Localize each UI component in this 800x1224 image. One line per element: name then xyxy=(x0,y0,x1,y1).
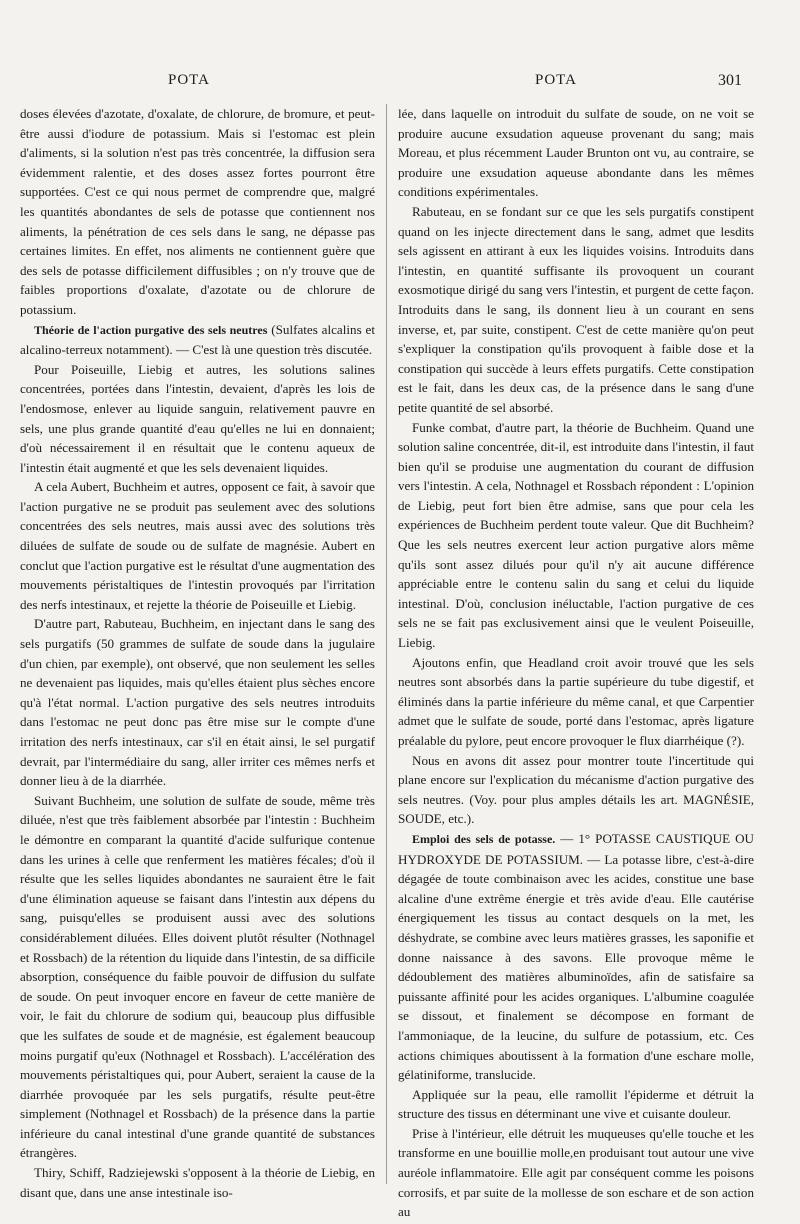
paragraph: D'autre part, Rabuteau, Buchheim, en injectant dans le sang des sels purgatifs (50 grammes de sulfate de soude dans la jugulaire d'un chien, par exemple), ont observé, que non seulement les selles ne devenaient pas liquides, mais qu'elles étaient plus sèches encore qu'à l'état normal. L'action purgative des sels neutres introduits dans l'estomac ne peut donc pas être mise sur le compte d'une irritation des nerfs intestinaux, car s'il en était ainsi, le sel purgatif devrait, par l'intermédiaire du sang, aller irriter ces mêmes nerfs et donner lieu à de la diarrhée. xyxy=(20,616,375,789)
paragraph: lée, dans laquelle on introduit du sulfate de soude, on ne voit se produire aucune exsudation aqueuse provenant du sang; mais Moreau, et plus récemment Lauder Brunton ont vu, au contraire, se produire une exsudation aqueuse abondante dans les mêmes conditions expérimentales. xyxy=(398,106,754,200)
paragraph: Suivant Buchheim, une solution de sulfate de soude, même très diluée, n'est que très faiblement absorbée par l'intestin : Buchheim le démontre en comparant la quantité d'acide sulfurique contenue dans les urines à celle que renferment les matières fécales; d'où il résulte que les selles liquides abondantes ne sauraient être le fait d'une élimination aqueuse se faisant dans l'intestin aux dépens du sang, puisqu'elles se produisent aussi avec des solutions considérablement diluées. Elles doivent plutôt résulter (Nothnagel et Rossbach) de la rétention du liquide dans l'intestin, de sa difficile absorption, conséquence du faible pouvoir de diffusion du sulfate de soude. On peut invoquer encore en faveur de cette manière de voir, le fait du chlorure de sodium qui, beaucoup plus diffusible que les sulfates de soude et de magnésie, est également beaucoup moins purgatif qu'eux (Nothnagel et Rossbach). L'accélération des mouvements péristaltiques qui, pour Aubert, seraient la cause de la diarrhée provoquée par les sels purgatifs, résulte peut-être simplement (Nothnagel et Rossbach) de la présence dans la partie inférieure du canal intestinal d'une grande quantité de substances étrangères. xyxy=(20,792,375,1161)
paragraph: (Sulfates alcalins et alcalino-terreux notamment). — C'est là une question très discutée. xyxy=(20,321,375,358)
header-right-title: POTA xyxy=(535,72,577,88)
paragraph: Appliquée sur la peau, elle ramollit l'épiderme et détruit la structure des tissus en déterminant une vive et cuisante douleur. xyxy=(398,1086,754,1122)
paragraph: doses élevées d'azotate, d'oxalate, de chlorure, de bromure, et peut-être aussi d'iodure de potassium. Mais si l'estomac est plein d'aliments, si la solution n'est pas très concentrée, la diffusion sera évidemment ralentie, et des doses assez fortes pourront être supportées. C'est ce qui nous permet de comprendre que, malgré les quantités abondantes de sels de potasse que contiennent nos aliments, la pénétration de ces sels dans le sang, ne dépasse pas certaines limites. En effet, nos aliments ne contiennent guère que des sels de potasse difficilement diffusibles ; on n'y trouve que de faibles proportions d'oxalate, d'azotate ou de chlorure de potassium. xyxy=(20,106,375,317)
section-heading: Emploi des sels de potasse. xyxy=(412,831,556,846)
paragraph: — 1° POTASSE CAUSTIQUE OU HYDROXYDE DE POTASSIUM. — La potasse libre, c'est-à-dire dégagée de toute combinaison avec les acides, constitue une base alcaline d'une extrême énergie et très avide d'eau. Elle cautérise énergiquement les tissus au contact desquels on la met, les déshydrate, se combine avec leurs matières grasses, les saponifie et donne naissance à des savons. Elle provoque même le dédoublement des matières albuminoïdes, afin de satisfaire sa puissante affinité pour les acides organiques. L'albumine coagulée se dissout, et finalement se décompose en formant de l'ammoniaque, de la leucine, du sulfure de potassium, etc. Ces actions chimiques aboutissent à la formation d'une eschare molle, gélatiniforme, translucide. xyxy=(398,830,754,1083)
paragraph: Rabuteau, en se fondant sur ce que les sels purgatifs constipent quand on les injecte directement dans le sang, admet que lesdits sels agissent en attirant à eux les liquides voisins. Introduits dans l'intestin, en quantité suffisante ils provoquent un courant exosmotique dirigé du sang vers l'intestin, et purgent de cette façon. Introduits dans le sang, ils donnent lieu à un courant en sens inverse, et, par suite, constipent. C'est de cette manière qu'on peut s'expliquer la constipation qu'ils provoquent à faible dose et la constipation qui succède à leurs effets purgatifs. Cette constipation est le fait, dans les deux cas, de la présence dans le sang d'une petite quantité de sel absorbé. xyxy=(398,203,754,415)
left-column xyxy=(20,104,375,1202)
section-heading: Théorie de l'action purgative des sels neutres xyxy=(34,322,268,337)
section-heading-paragraph xyxy=(20,320,375,360)
header-left-title: POTA xyxy=(168,72,210,88)
paragraph: Prise à l'intérieur, elle détruit les muqueuses qu'elle touche et les transforme en une bouillie molle,en produisant tout autour une vive auréole inflammatoire. Elle agit par conséquent comme les poisons corrosifs, et par suite de la mollesse de son eschare et de son action au xyxy=(398,1125,754,1220)
paragraph: Thiry, Schiff, Radziejewski s'opposent à la théorie de Liebig, en disant que, dans une anse intestinale iso- xyxy=(20,1165,375,1200)
right-column xyxy=(398,104,754,1222)
paragraph: Ajoutons enfin, que Headland croit avoir trouvé que les sels neutres sont absorbés dans la partie supérieure du tube digestif, et éliminés dans la partie inférieure du même canal, et que Carpentier admet que le sulfate de soude, porté dans l'estomac, après ligature préalable du pylore, peut encore provoquer le flux diarrhéique (?). xyxy=(398,654,754,748)
page-number: 301 xyxy=(718,72,742,89)
paragraph: A cela Aubert, Buchheim et autres, opposent ce fait, à savoir que l'action purgative ne se produit pas seulement avec des solutions concentrées des sels neutres, mais aussi avec des solutions très diluées de sulfate de soude ou de sulfate de magnésie. Aubert en conclut que l'action purgative est le résultat d'une augmentation des mouvements péristaltiques de l'intestin provoqués par l'irritation des nerfs intestinaux, et rejette la théorie de Poiseuille et Liebig. xyxy=(20,479,375,612)
paragraph: Funke combat, d'autre part, la théorie de Buchheim. Quand une solution saline concentrée, dit-il, est introduite dans l'intestin, il faut bien qu'il se produise une augmentation du courant de diffusion vers l'intestin. A cela, Nothnagel et Rossbach répondent : L'opinion de Liebig, peut fort bien être admise, sans que pour cela les expériences de Buchheim perdent toute valeur. Que dit Buchheim? Que les sels neutres exercent leur action purgative alors même qu'ils sont assez dilués pour qu'il n'y ait aucune différence appréciable entre le contenu salin du sang et celui du liquide intestinal. D'où, conclusion inéluctable, l'action purgative de ces sels ne se fait pas exclusivement ainsi que le veulent Poiseuille, Liebig. xyxy=(398,419,754,651)
section-heading-paragraph xyxy=(398,829,754,1085)
running-header xyxy=(0,72,800,96)
paragraph: Pour Poiseuille, Liebig et autres, les solutions salines concentrées, portées dans l'intestin, devaient, d'après les lois de l'endosmose, enlever au liquide sanguin, relativement pauvre en sels, une plus grande quantité d'eau qu'elles ne lui en donnaient; d'où nécessairement il en résultait que le contenu aqueux de l'intestin était augmenté et que les sels devenaient liquides. xyxy=(20,361,375,475)
column-divider xyxy=(386,104,387,1184)
paragraph: Nous en avons dit assez pour montrer toute l'incertitude qui plane encore sur l'explication du mécanisme d'action purgative des sels neutres. (Voy. pour plus amples détails les art. MAGNÉSIE, SOUDE, etc.). xyxy=(398,752,754,827)
